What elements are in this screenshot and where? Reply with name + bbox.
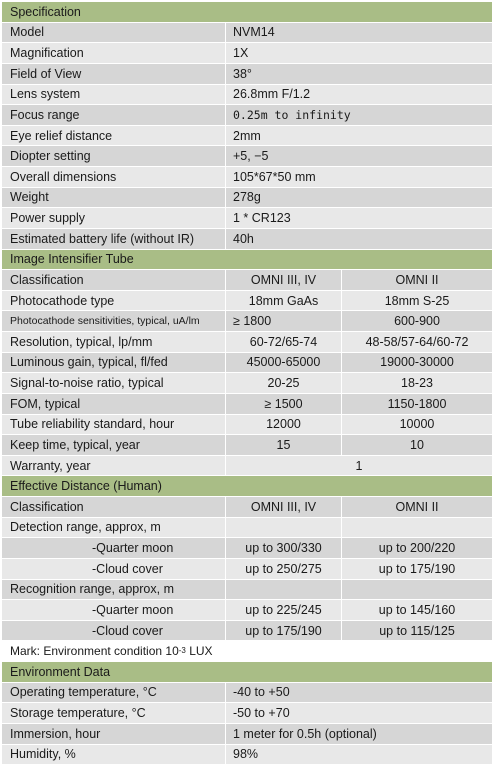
spec-label: Classification — [10, 272, 84, 287]
spec-value-omni-ii: OMNI II — [341, 270, 492, 290]
spec-label: Overall dimensions — [10, 169, 117, 184]
tube-row-signal-noise — [2, 373, 492, 393]
spec-label: Power supply — [10, 211, 86, 226]
spec-value-empty — [225, 580, 341, 600]
spec-value: 0.25m to infinity — [225, 105, 492, 125]
spec-value: NVM14 — [225, 23, 492, 43]
distance-row-detection — [2, 518, 492, 538]
spec-value: 2mm — [225, 126, 492, 146]
spec-value: 38° — [225, 64, 492, 84]
spec-row-focus-range — [2, 105, 492, 125]
spec-label: Photocathode sensitivities, typical, uA/lm — [10, 315, 200, 328]
spec-value: +5, −5 — [225, 146, 492, 166]
spec-row-power-supply — [2, 208, 492, 228]
spec-label: Tube reliability standard, hour — [10, 417, 175, 432]
spec-value-empty — [341, 580, 492, 600]
env-row-humidity — [2, 745, 492, 765]
spec-value-omni-iii: OMNI III, IV — [225, 270, 341, 290]
distance-row-recognition — [2, 580, 492, 600]
tube-row-luminous-gain — [2, 353, 492, 373]
spec-value-omni-iii: ≥ 1500 — [225, 394, 341, 414]
distance-row-detection-quarter — [2, 538, 492, 558]
spec-value-omni-ii: 18mm S-25 — [341, 291, 492, 311]
spec-row-model — [2, 23, 492, 43]
spec-label: Luminous gain, typical, fl/fed — [10, 355, 168, 370]
spec-label: -Cloud cover — [92, 561, 163, 576]
section-header-distance — [2, 476, 492, 496]
spec-value-omni-iii: up to 300/330 — [225, 538, 341, 558]
spec-row-diopter — [2, 146, 492, 166]
tube-row-classification — [2, 270, 492, 290]
spec-value-omni-ii: 10000 — [341, 415, 492, 435]
spec-label: Diopter setting — [10, 149, 91, 164]
spec-value: 1 meter for 0.5h (optional) — [225, 724, 492, 744]
distance-row-recognition-cloud — [2, 621, 492, 641]
spec-value: 1 * CR123 — [225, 208, 492, 228]
section-header-environment — [2, 662, 492, 682]
spec-label: Estimated battery life (without IR) — [10, 231, 195, 246]
spec-value-empty — [341, 518, 492, 538]
distance-row-classification — [2, 497, 492, 517]
note-unit: LUX — [185, 644, 213, 659]
spec-value: 278g — [225, 188, 492, 208]
section-title: Environment Data — [10, 664, 111, 679]
spec-label: Warranty, year — [10, 458, 91, 473]
spec-value-omni-ii: 10 — [341, 435, 492, 455]
spec-label: Keep time, typical, year — [10, 437, 140, 452]
spec-value-omni-iii: 18mm GaAs — [225, 291, 341, 311]
env-row-operating-temp — [2, 683, 492, 703]
spec-value-omni-ii: up to 115/125 — [341, 621, 492, 641]
environment-condition-note: Mark: Environment condition 10 -3 LUX — [2, 641, 492, 661]
env-row-immersion — [2, 724, 492, 744]
spec-row-lens-system — [2, 85, 492, 105]
spec-value-omni-iii: 45000-65000 — [225, 353, 341, 373]
spec-label: Signal-to-noise ratio, typical — [10, 376, 164, 391]
spec-value: 1 — [225, 456, 492, 476]
tube-row-fom — [2, 394, 492, 414]
spec-row-battery-life — [2, 229, 492, 249]
spec-value: -40 to +50 — [225, 683, 492, 703]
spec-label: FOM, typical — [10, 396, 81, 411]
spec-value-omni-iii: up to 225/245 — [225, 600, 341, 620]
spec-row-field-of-view — [2, 64, 492, 84]
spec-label: Humidity, % — [10, 747, 76, 762]
spec-label: -Quarter moon — [92, 541, 174, 556]
distance-row-detection-cloud — [2, 559, 492, 579]
spec-value-omni-ii: up to 175/190 — [341, 559, 492, 579]
distance-row-recognition-quarter — [2, 600, 492, 620]
section-title: Specification — [10, 4, 81, 19]
tube-row-resolution — [2, 332, 492, 352]
spec-value-empty — [225, 518, 341, 538]
spec-value: -50 to +70 — [225, 703, 492, 723]
spec-value: 26.8mm F/1.2 — [225, 85, 492, 105]
spec-value: 98% — [225, 745, 492, 765]
spec-label: Resolution, typical, lp/mm — [10, 334, 153, 349]
section-title: Effective Distance (Human) — [10, 479, 162, 494]
spec-value-omni-ii: OMNI II — [341, 497, 492, 517]
spec-value-omni-iii: 20-25 — [225, 373, 341, 393]
spec-value-omni-iii: ≥ 1800 — [225, 311, 341, 331]
spec-value-omni-ii: 19000-30000 — [341, 353, 492, 373]
tube-row-reliability — [2, 415, 492, 435]
spec-label: Recognition range, approx, m — [10, 582, 174, 597]
spec-value: 105*67*50 mm — [225, 167, 492, 187]
spec-value-omni-ii: 48-58/57-64/60-72 — [341, 332, 492, 352]
tube-row-sensitivity — [2, 311, 492, 331]
section-header-specification — [2, 2, 492, 22]
spec-label: Focus range — [10, 107, 80, 122]
spec-value-omni-ii: up to 200/220 — [341, 538, 492, 558]
spec-value-omni-ii: up to 145/160 — [341, 600, 492, 620]
spec-label: -Quarter moon — [92, 602, 174, 617]
spec-label: Detection range, approx, m — [10, 520, 161, 535]
spec-row-eye-relief — [2, 126, 492, 146]
spec-label: Immersion, hour — [10, 726, 101, 741]
tube-row-photocathode-type — [2, 291, 492, 311]
note-text: Mark: Environment condition 10 — [10, 644, 179, 659]
spec-value: 40h — [225, 229, 492, 249]
spec-label: Photocathode type — [10, 293, 115, 308]
spec-row-weight — [2, 188, 492, 208]
spec-value-omni-ii: 18-23 — [341, 373, 492, 393]
tube-row-warranty — [2, 456, 492, 476]
spec-value-omni-iii: OMNI III, IV — [225, 497, 341, 517]
section-title: Image Intensifier Tube — [10, 252, 134, 267]
spec-value-omni-iii: 60-72/65-74 — [225, 332, 341, 352]
spec-label: Operating temperature, °C — [10, 685, 157, 700]
spec-value-omni-ii: 1150-1800 — [341, 394, 492, 414]
spec-label: Weight — [10, 190, 49, 205]
section-header-tube — [2, 250, 492, 270]
spec-label: -Cloud cover — [92, 623, 163, 638]
spec-label: Magnification — [10, 46, 84, 61]
spec-value-omni-iii: 12000 — [225, 415, 341, 435]
spec-label: Field of View — [10, 66, 82, 81]
spec-label: Storage temperature, °C — [10, 706, 146, 721]
spec-row-magnification — [2, 43, 492, 63]
spec-value: 1X — [225, 43, 492, 63]
spec-label: Model — [10, 25, 45, 40]
spec-value-omni-iii: 15 — [225, 435, 341, 455]
spec-sheet — [2, 2, 492, 765]
spec-value-omni-iii: up to 175/190 — [225, 621, 341, 641]
spec-label: Lens system — [10, 87, 81, 102]
env-row-storage-temp — [2, 703, 492, 723]
spec-value-omni-iii: up to 250/275 — [225, 559, 341, 579]
spec-value-omni-ii: 600-900 — [341, 311, 492, 331]
spec-label: Classification — [10, 499, 84, 514]
spec-label: Eye relief distance — [10, 128, 113, 143]
tube-row-keep-time — [2, 435, 492, 455]
spec-row-dimensions — [2, 167, 492, 187]
